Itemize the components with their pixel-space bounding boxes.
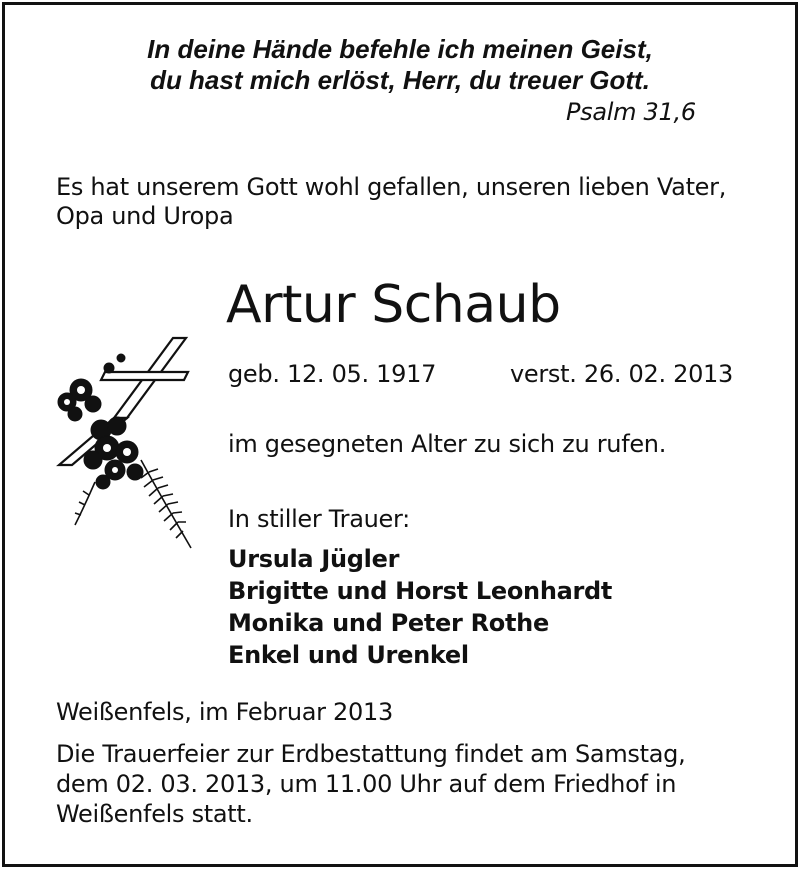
- place-date: Weißenfels, im Februar 2013: [56, 698, 393, 726]
- mourners-heading: In stiller Trauer:: [228, 505, 410, 533]
- bible-verse-line-1: In deine Hände befehle ich meinen Geist,: [147, 34, 653, 64]
- verse-reference: Psalm 31,6: [566, 98, 696, 126]
- cross-with-flowers-icon: [45, 330, 205, 555]
- mourner-name: Ursula Jügler: [228, 545, 400, 573]
- mourner-name: Enkel und Urenkel: [228, 641, 469, 669]
- mourner-name: Brigitte und Horst Leonhardt: [228, 577, 613, 605]
- mourner-name: Monika und Peter Rothe: [228, 609, 549, 637]
- funeral-line-2: dem 02. 03. 2013, um 11.00 Uhr auf dem Friedhof in: [56, 770, 677, 798]
- funeral-line-1: Die Trauerfeier zur Erdbestattung findet am Samstag,: [56, 740, 686, 768]
- closing-text: im gesegneten Alter zu sich zu rufen.: [228, 430, 667, 458]
- funeral-line-3: Weißenfels statt.: [56, 800, 253, 828]
- birth-date: geb. 12. 05. 1917: [228, 360, 437, 388]
- intro-line-1: Es hat unserem Gott wohl gefallen, unseren lieben Vater,: [56, 173, 727, 201]
- intro-line-2: Opa und Uropa: [56, 202, 234, 230]
- bible-verse-line-2: du hast mich erlöst, Herr, du treuer Gott.: [150, 65, 650, 95]
- deceased-name: Artur Schaub: [226, 275, 561, 335]
- death-date: verst. 26. 02. 2013: [510, 360, 733, 388]
